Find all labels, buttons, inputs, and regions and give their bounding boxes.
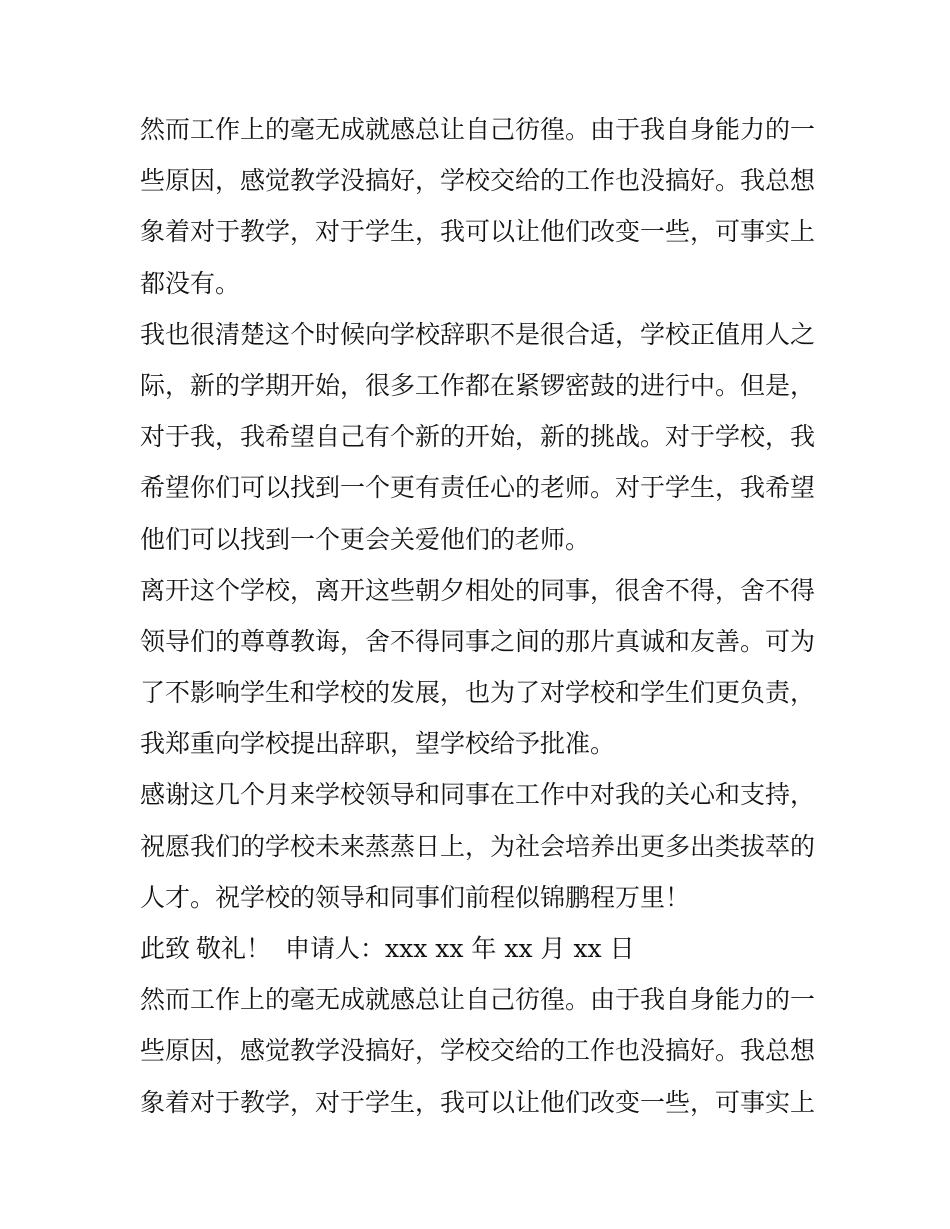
paragraph-line: 祝愿我们的学校未来蒸蒸日上，为社会培养出更多出类拔萃的: [140, 831, 816, 861]
paragraph-line: 离开这个学校，离开这些朝夕相处的同事，很舍不得，舍不得: [140, 575, 816, 605]
paragraph-4: [140, 769, 816, 923]
paragraph-line: 领导们的尊尊教诲，舍不得同事之间的那片真诚和友善。可为: [140, 626, 816, 656]
paragraph-line: 然而工作上的毫无成就感总让自己彷徨。由于我自身能力的一: [140, 115, 816, 144]
document-body: [140, 104, 816, 1128]
paragraph-repeated: [140, 974, 816, 1128]
paragraph-line: 象着对于教学，对于学生，我可以让他们改变一些，可事实上: [140, 217, 816, 247]
closing-regards: 敬礼！: [196, 934, 272, 963]
paragraph-line: 人才。祝学校的领导和同事们前程似锦鹏程万里！: [140, 882, 691, 912]
paragraph-line: 我郑重向学校提出辞职，望学校给予批准。: [140, 729, 616, 759]
paragraph-line: 都没有。: [140, 268, 241, 298]
paragraph-line: 然而工作上的毫无成就感总让自己彷徨。由于我自身能力的一: [140, 985, 816, 1015]
paragraph-line: 希望你们可以找到一个更有责任心的老师。对于学生，我希望: [140, 473, 816, 503]
paragraph-line: 象着对于教学，对于学生，我可以让他们改变一些，可事实上: [140, 1087, 816, 1117]
applicant-date: 申请人：xxx xx 年 xx 月 xx 日: [285, 934, 635, 963]
paragraph-line: 了不影响学生和学校的发展，也为了对学校和学生们更负责，: [140, 678, 816, 708]
closing-signature: [140, 923, 812, 974]
paragraph-line: 我也很清楚这个时候向学校辞职不是很合适，学校正值用人之: [140, 319, 816, 349]
paragraph-line: 对于我，我希望自己有个新的开始，新的挑战。对于学校，我: [140, 422, 816, 452]
paragraph-line: 他们可以找到一个更会关爱他们的老师。: [140, 524, 591, 554]
paragraph-line: 些原因，感觉教学没搞好，学校交给的工作也没搞好。我总想: [140, 1036, 816, 1066]
paragraph-line: 感谢这几个月来学校领导和同事在工作中对我的关心和支持，: [140, 780, 816, 810]
paragraph-2: [140, 309, 816, 565]
paragraph-1: [140, 104, 816, 309]
closing-salutation: 此致: [140, 934, 191, 963]
paragraph-line: 些原因，感觉教学没搞好，学校交给的工作也没搞好。我总想: [140, 166, 816, 196]
paragraph-3: [140, 565, 816, 770]
paragraph-line: 际，新的学期开始，很多工作都在紧锣密鼓的进行中。但是，: [140, 370, 816, 400]
